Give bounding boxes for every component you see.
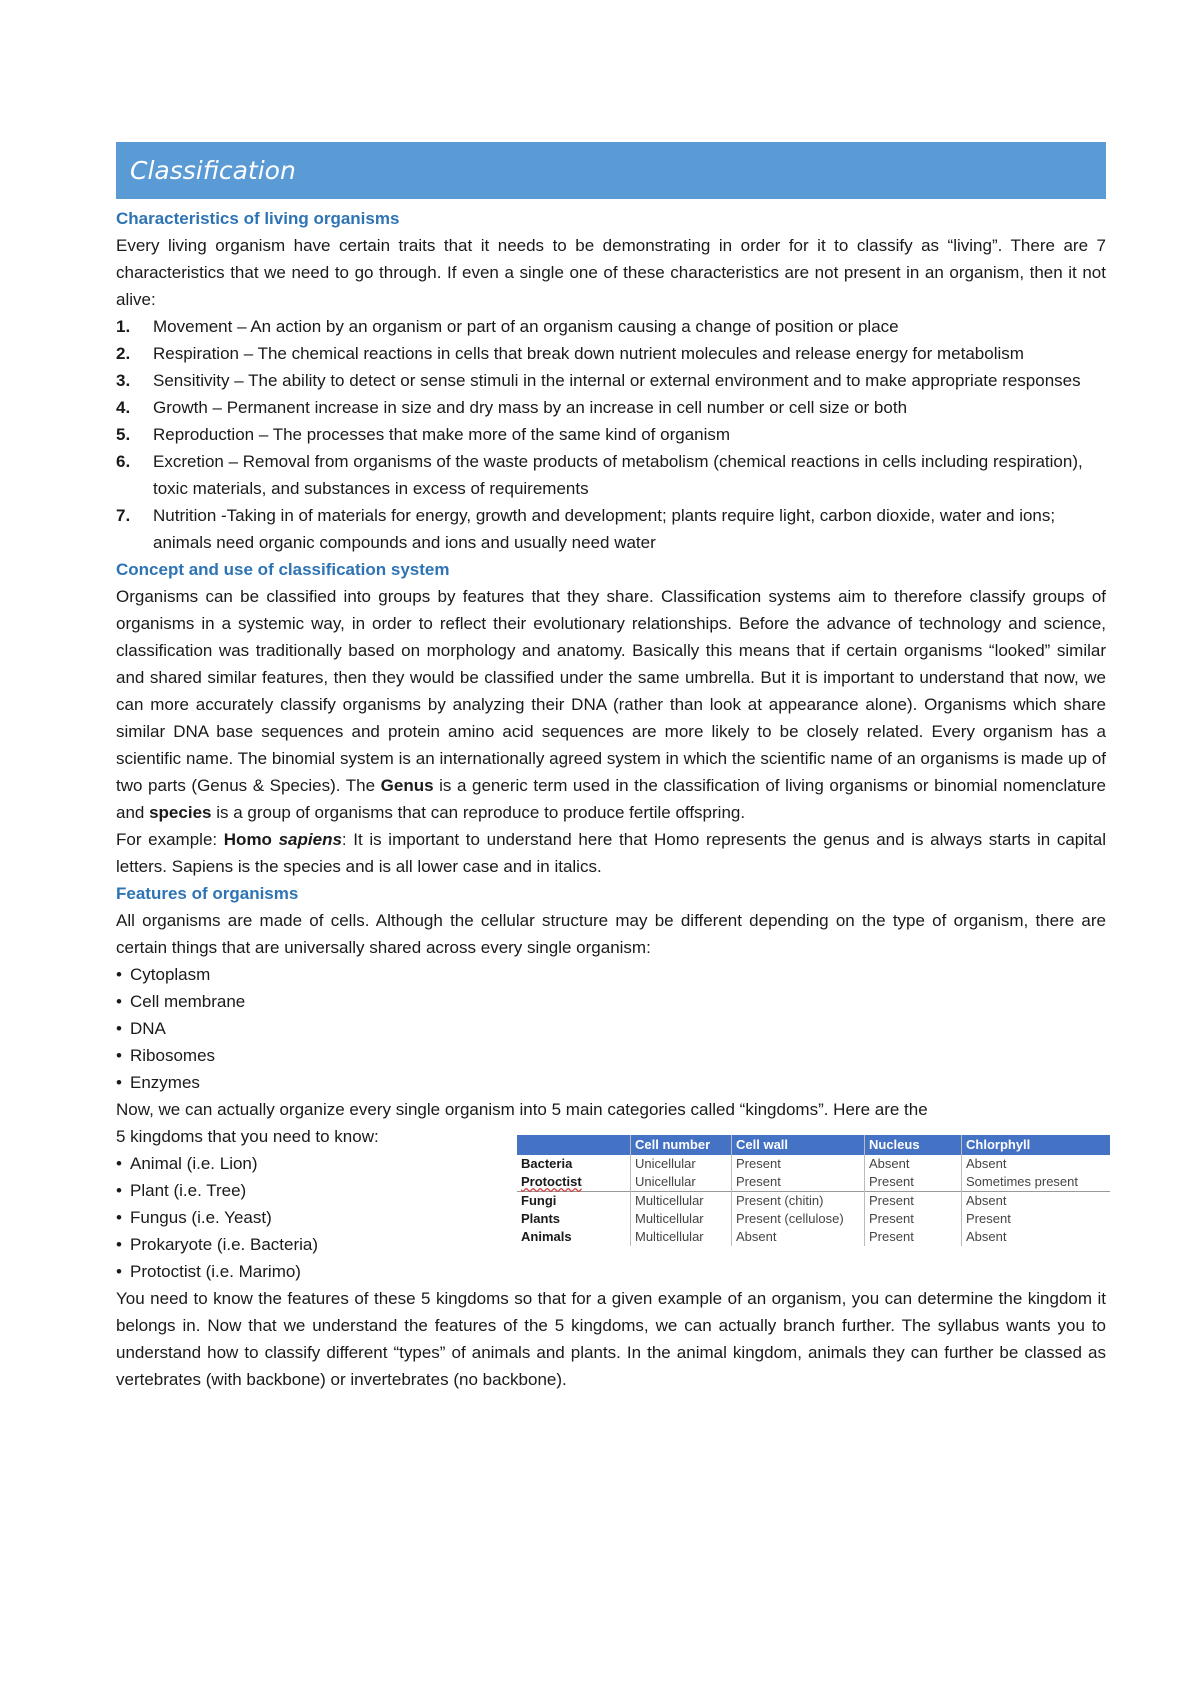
list-item: • Protoctist (i.e. Marimo) [116, 1258, 1106, 1285]
document-page [116, 142, 1106, 1393]
bullet-icon: • [116, 1262, 122, 1281]
list-item: • Animal (i.e. Lion) [116, 1150, 1106, 1177]
bullet-icon: • [116, 1181, 122, 1200]
kingdoms-table [517, 1135, 1110, 1246]
characteristics-list [116, 313, 1106, 556]
list-item: • Ribosomes [116, 1042, 1106, 1069]
list-item: • Fungus (i.e. Yeast) [116, 1204, 1106, 1231]
bullet-icon: • [116, 1073, 122, 1092]
bullet-icon: • [116, 1235, 122, 1254]
table-row: Animals Multicellular Absent Present Absent [517, 1228, 1110, 1246]
table-header-cell: Cell wall [732, 1135, 865, 1155]
table-header-cell: Nucleus [865, 1135, 962, 1155]
kingdoms-closing-paragraph: You need to know the features of these 5 kingdoms so that for a given example of an organism, you can determine the kingdom it belongs in. Now that we understand the features of the 5 kingdoms, we can actually branch further. The syllabus wants you to understand how to classify different “types” of animals and plants. In the animal kingdom, animals they can further be classed as vertebrates (with backbone) or invertebrates (no backbone). [116, 1289, 1106, 1389]
title-bar [116, 142, 1106, 199]
list-item: • Enzymes [116, 1069, 1106, 1096]
example-genus: Homo [223, 830, 279, 849]
species-term: species [149, 803, 212, 822]
features-intro: All organisms are made of cells. Although the cellular structure may be different depending on the type of organism, there are certain things that are universally shared across every single organism: [116, 911, 1106, 957]
bullet-icon: • [116, 1019, 122, 1038]
section-heading-features: Features of organisms [116, 884, 299, 903]
table-header-row [517, 1135, 1110, 1155]
list-item: 5. Reproduction – The processes that make more of the same kind of organism [116, 425, 731, 444]
list-item: • Plant (i.e. Tree) [116, 1177, 1106, 1204]
classification-paragraph: Organisms can be classified into groups by features that they share. Classification systems aim to therefore classify groups of organisms in a systemic way, in order to reflect their evolutionary relationships. Before the advance of technology and science, classification was traditionally based on morphology and anatomy. Basically this means that if certain organisms “looked” similar and shared similar features, then they would be classified under the same umbrella. But it is important to understand that now, we can more accurately classify organisms by analyzing their DNA (rather than look at appearance alone). Organisms which share similar DNA base sequences and protein amino acid sequences are more likely to be closely related. Every organism has a scientific name. The binomial system is an internationally agreed system in which the scientific name of an organisms is made up of two parts (Genus & Species). The Genus is a generic term used in the classification of living organisms or binomial nomenclature and species is a group of organisms that can reproduce to produce fertile offspring. [116, 587, 1106, 822]
bullet-icon: • [116, 1208, 122, 1227]
list-item: • Prokaryote (i.e. Bacteria) [116, 1231, 1106, 1258]
list-item: 4. Growth – Permanent increase in size and dry mass by an increase in cell number or cell size or both [116, 398, 908, 417]
list-item: • Cytoplasm [116, 961, 1106, 988]
table-row: Protoctist Unicellular Present Present Sometimes present [517, 1173, 1110, 1192]
characteristics-intro: Every living organism have certain traits that it needs to be demonstrating in order for it to classify as “living”. There are 7 characteristics that we need to go through. If even a single one of these characteristics are not present in an organism, then it not alive: [116, 236, 1106, 309]
list-item: 2. Respiration – The chemical reactions in cells that break down nutrient molecules and release energy for metabolism [116, 344, 1024, 363]
table-header-cell: Chlorphyll [962, 1135, 1111, 1155]
section-heading-classification-system: Concept and use of classification system [116, 560, 450, 579]
kingdoms-intro-line1: Now, we can actually organize every single organism into 5 main categories called “kingdoms”. Here are the [116, 1100, 928, 1119]
genus-term: Genus [380, 776, 434, 795]
table-row: Fungi Multicellular Present (chitin) Present Absent [517, 1192, 1110, 1211]
bullet-icon: • [116, 965, 122, 984]
list-item: 3. Sensitivity – The ability to detect or sense stimuli in the internal or external environment and to make appropriate responses [116, 371, 1081, 390]
list-item: 1. Movement – An action by an organism or part of an organism causing a change of position or place [116, 317, 899, 336]
section-heading-characteristics: Characteristics of living organisms [116, 209, 400, 228]
example-species: sapiens [278, 830, 342, 849]
kingdoms-block [116, 1096, 1106, 1285]
bullet-icon: • [116, 992, 122, 1011]
shared-features-list [116, 961, 1106, 1096]
page-title: Classification [130, 156, 296, 185]
bullet-icon: • [116, 1046, 122, 1065]
table-header-cell: Cell number [631, 1135, 732, 1155]
table-row: Plants Multicellular Present (cellulose) Present Present [517, 1210, 1110, 1228]
table-header-cell [517, 1135, 631, 1155]
list-item: • DNA [116, 1015, 1106, 1042]
list-item: • Cell membrane [116, 988, 1106, 1015]
example-paragraph: For example: Homo sapiens: It is important to understand here that Homo represents the genus and is always starts in capital letters. Sapiens is the species and is all lower case and in italics. [116, 830, 1106, 876]
list-item: 6. Excretion – Removal from organisms of the waste products of metabolism (chemical reactions in cells including respiration), toxic materials, and substances in excess of requirements [116, 452, 1083, 498]
kingdoms-intro-line2: 5 kingdoms that you need to know: [116, 1127, 379, 1146]
table-row: Bacteria Unicellular Present Absent Absent [517, 1155, 1110, 1173]
bullet-icon: • [116, 1154, 122, 1173]
list-item: 7. Nutrition -Taking in of materials for energy, growth and development; plants require light, carbon dioxide, water and ions; animals need organic compounds and ions and usually need water [116, 506, 1056, 552]
